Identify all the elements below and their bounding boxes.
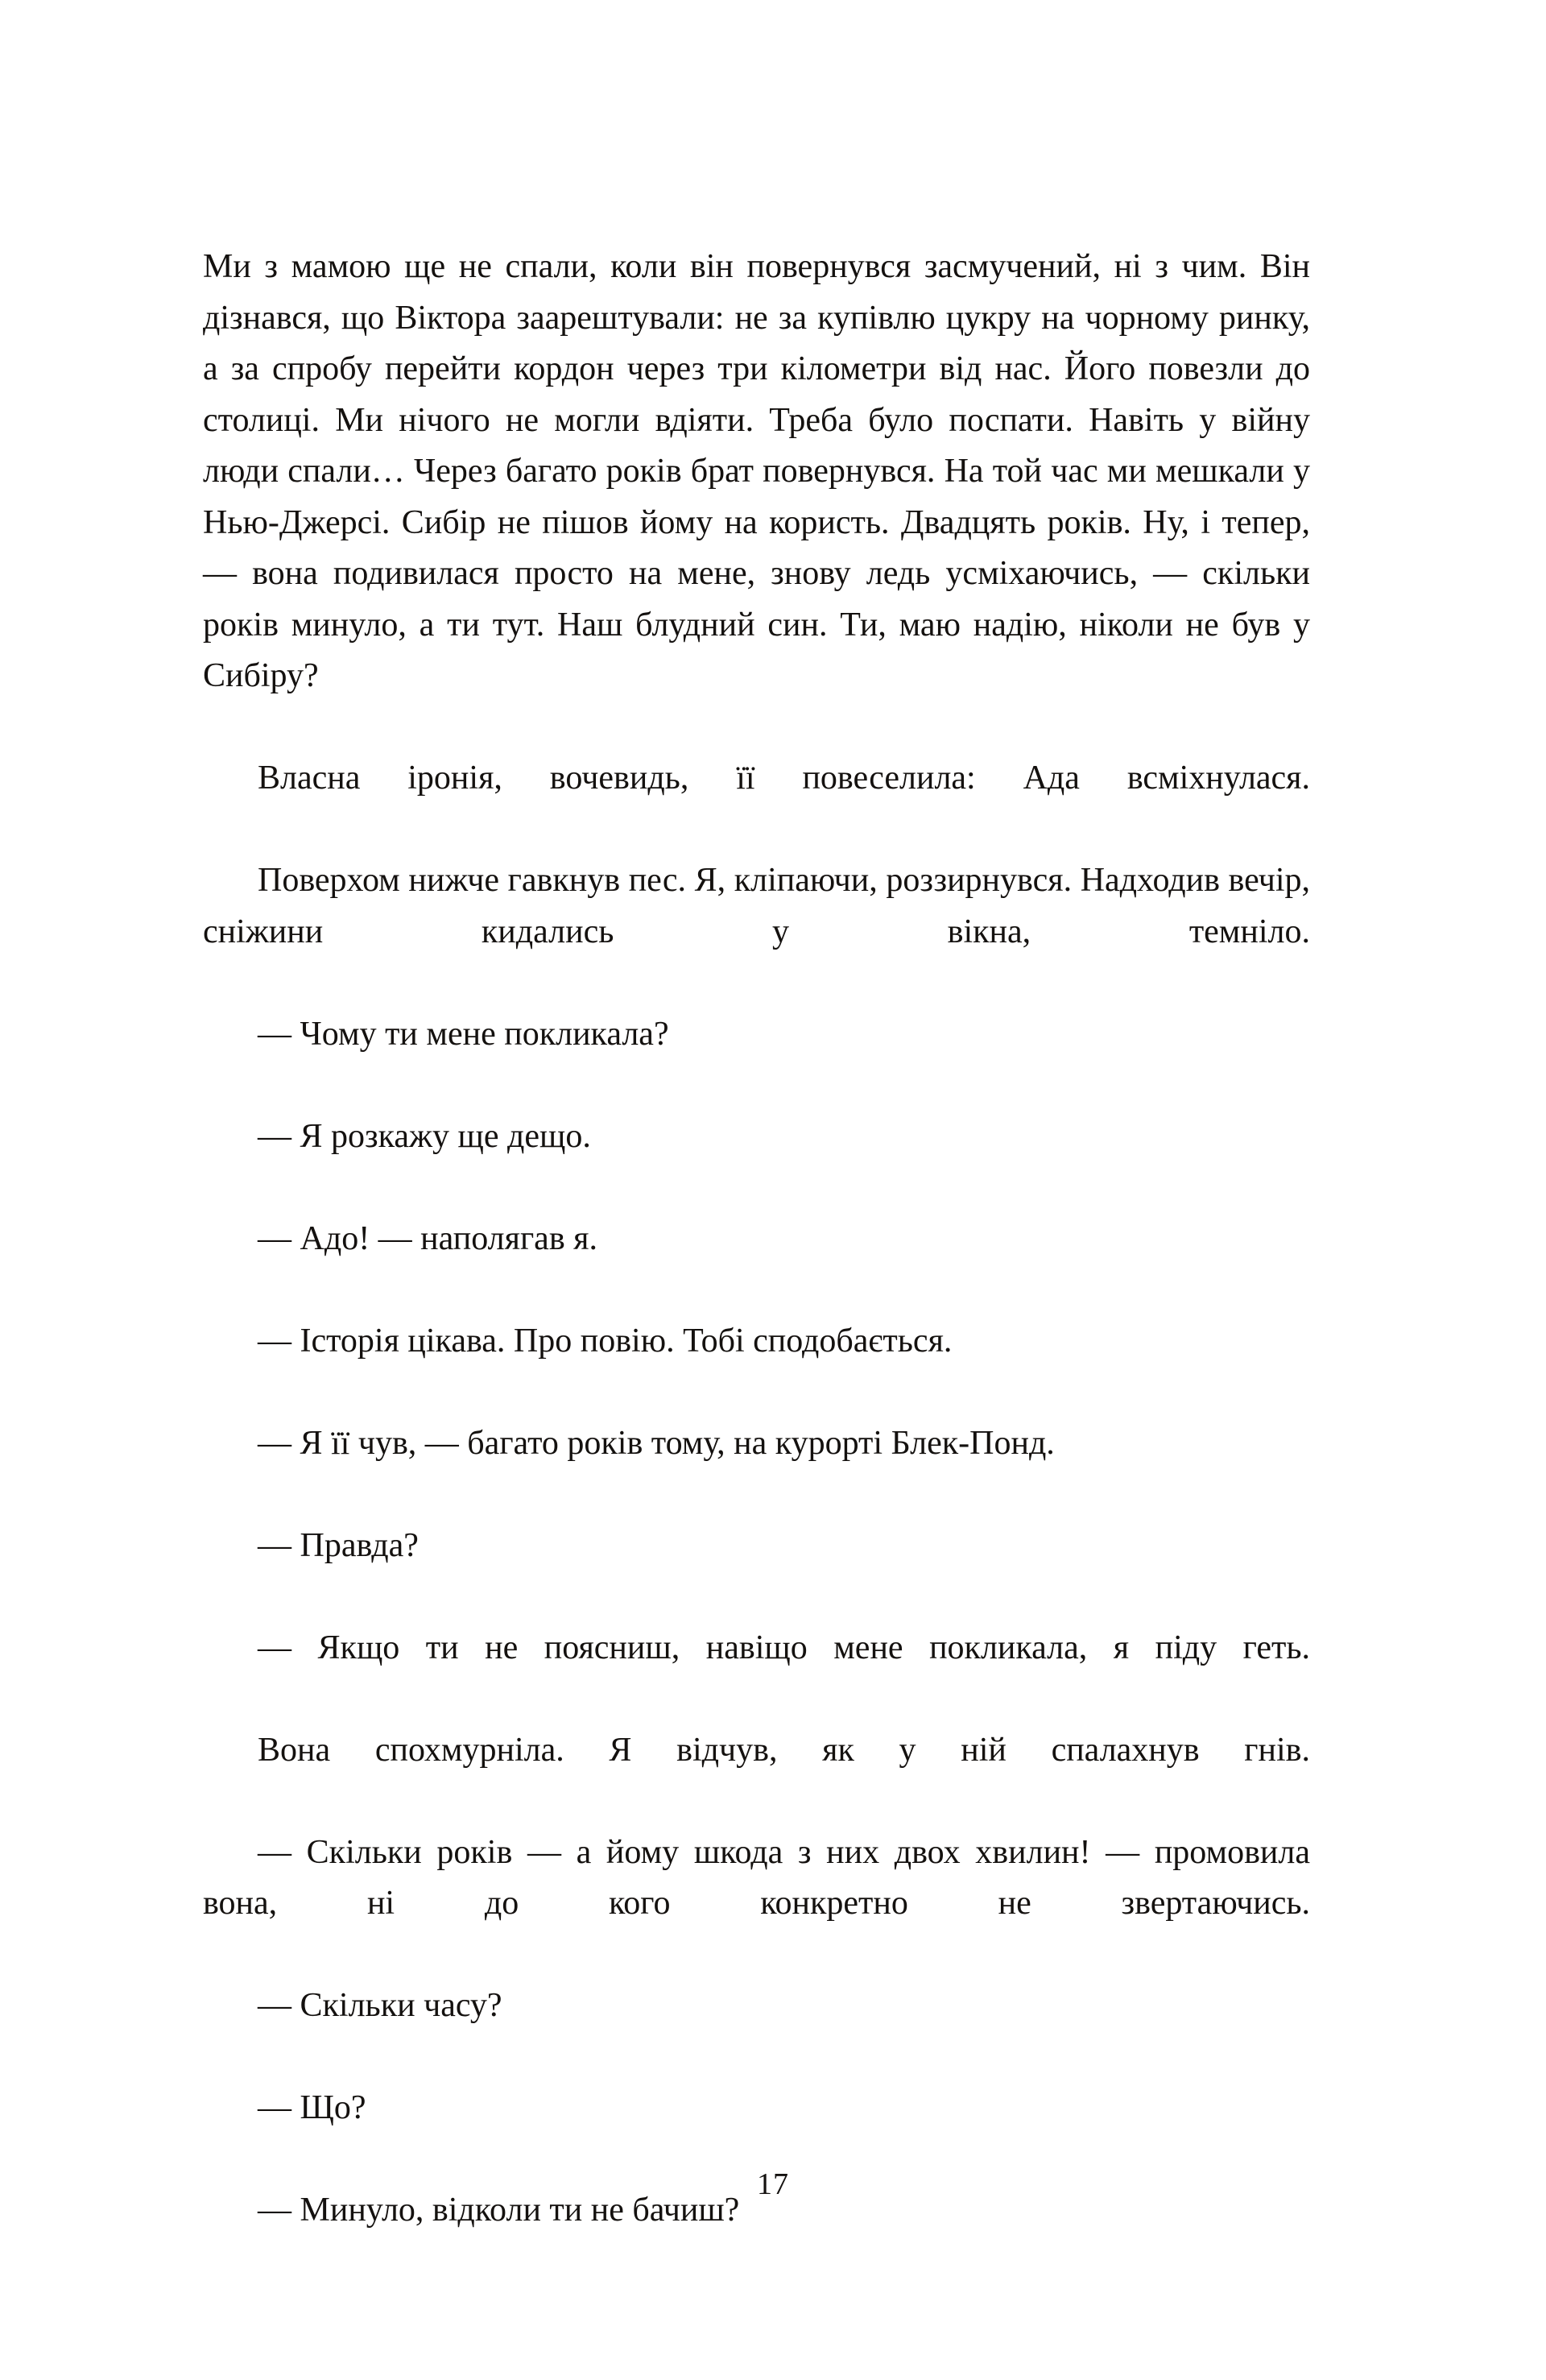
dialogue-line: — Історія цікава. Про повію. Тобі сподобається. — [258, 1322, 953, 1360]
dialogue-line: — Чому ти мене покликала? — [258, 1015, 669, 1053]
paragraph-narrative: Вона спохмурніла. Я відчув, як у ній спалахнув гнів. — [258, 1731, 1310, 1769]
dialogue-line: — Я її чув, — багато років тому, на курорті Блек-Понд. — [258, 1424, 1055, 1462]
dialogue-line: — Минуло, відколи ти не бачиш? — [258, 2192, 740, 2229]
paragraph-narrative: Ми з мамою ще не спали, коли він повернувся засмучений, ні з чим. Він дізнався, що Віктора заарештували: не за купівлю цукру на чорному ринку, а за спробу перейти кордон через три кілометри від нас. Його повезли до столиці. Ми нічого не могли вдіяти. Треба було поспати. Навіть у війну люди спали… Через багато років брат повернувся. На той час ми мешкали у Нью-Джерсі. Сибір не пішов йому на користь. Двадцять років. Ну, і тепер, — вона подивилася просто на мене, знову ледь усміхаючись, — скільки років минуло, а ти тут. Наш блудний син. Ти, маю надію, ніколи не був у Сибіру? — [203, 248, 1310, 694]
page-number: 17 — [757, 2167, 789, 2201]
dialogue-line: — Правда? — [258, 1526, 419, 1564]
paragraph-narrative: Поверхом нижче гавкнув пес. Я, кліпаючи, роззирнувся. Надходив вечір, сніжини кидались у вікна, темніло. — [203, 862, 1310, 950]
dialogue-line: — Скільки років — а йому шкода з них двох хвилин! — промовила вона, ні до кого конкретно не звертаючись. — [203, 1833, 1310, 1922]
dialogue-line: — Якщо ти не поясниш, навіщо мене покликала, я піду геть. — [258, 1629, 1310, 1666]
dialogue-line: — Що? — [258, 2089, 366, 2126]
dialogue-line: — Адо! — наполягав я. — [258, 1219, 597, 1257]
dialogue-line: — Скільки часу? — [258, 1987, 502, 2024]
dialogue-line: — Я розкажу ще дещо. — [258, 1117, 591, 1155]
paragraph-narrative: Власна іронія, вочевидь, її повеселила: Ада всміхнулася. — [258, 760, 1310, 797]
page-text-block — [203, 242, 1310, 2287]
